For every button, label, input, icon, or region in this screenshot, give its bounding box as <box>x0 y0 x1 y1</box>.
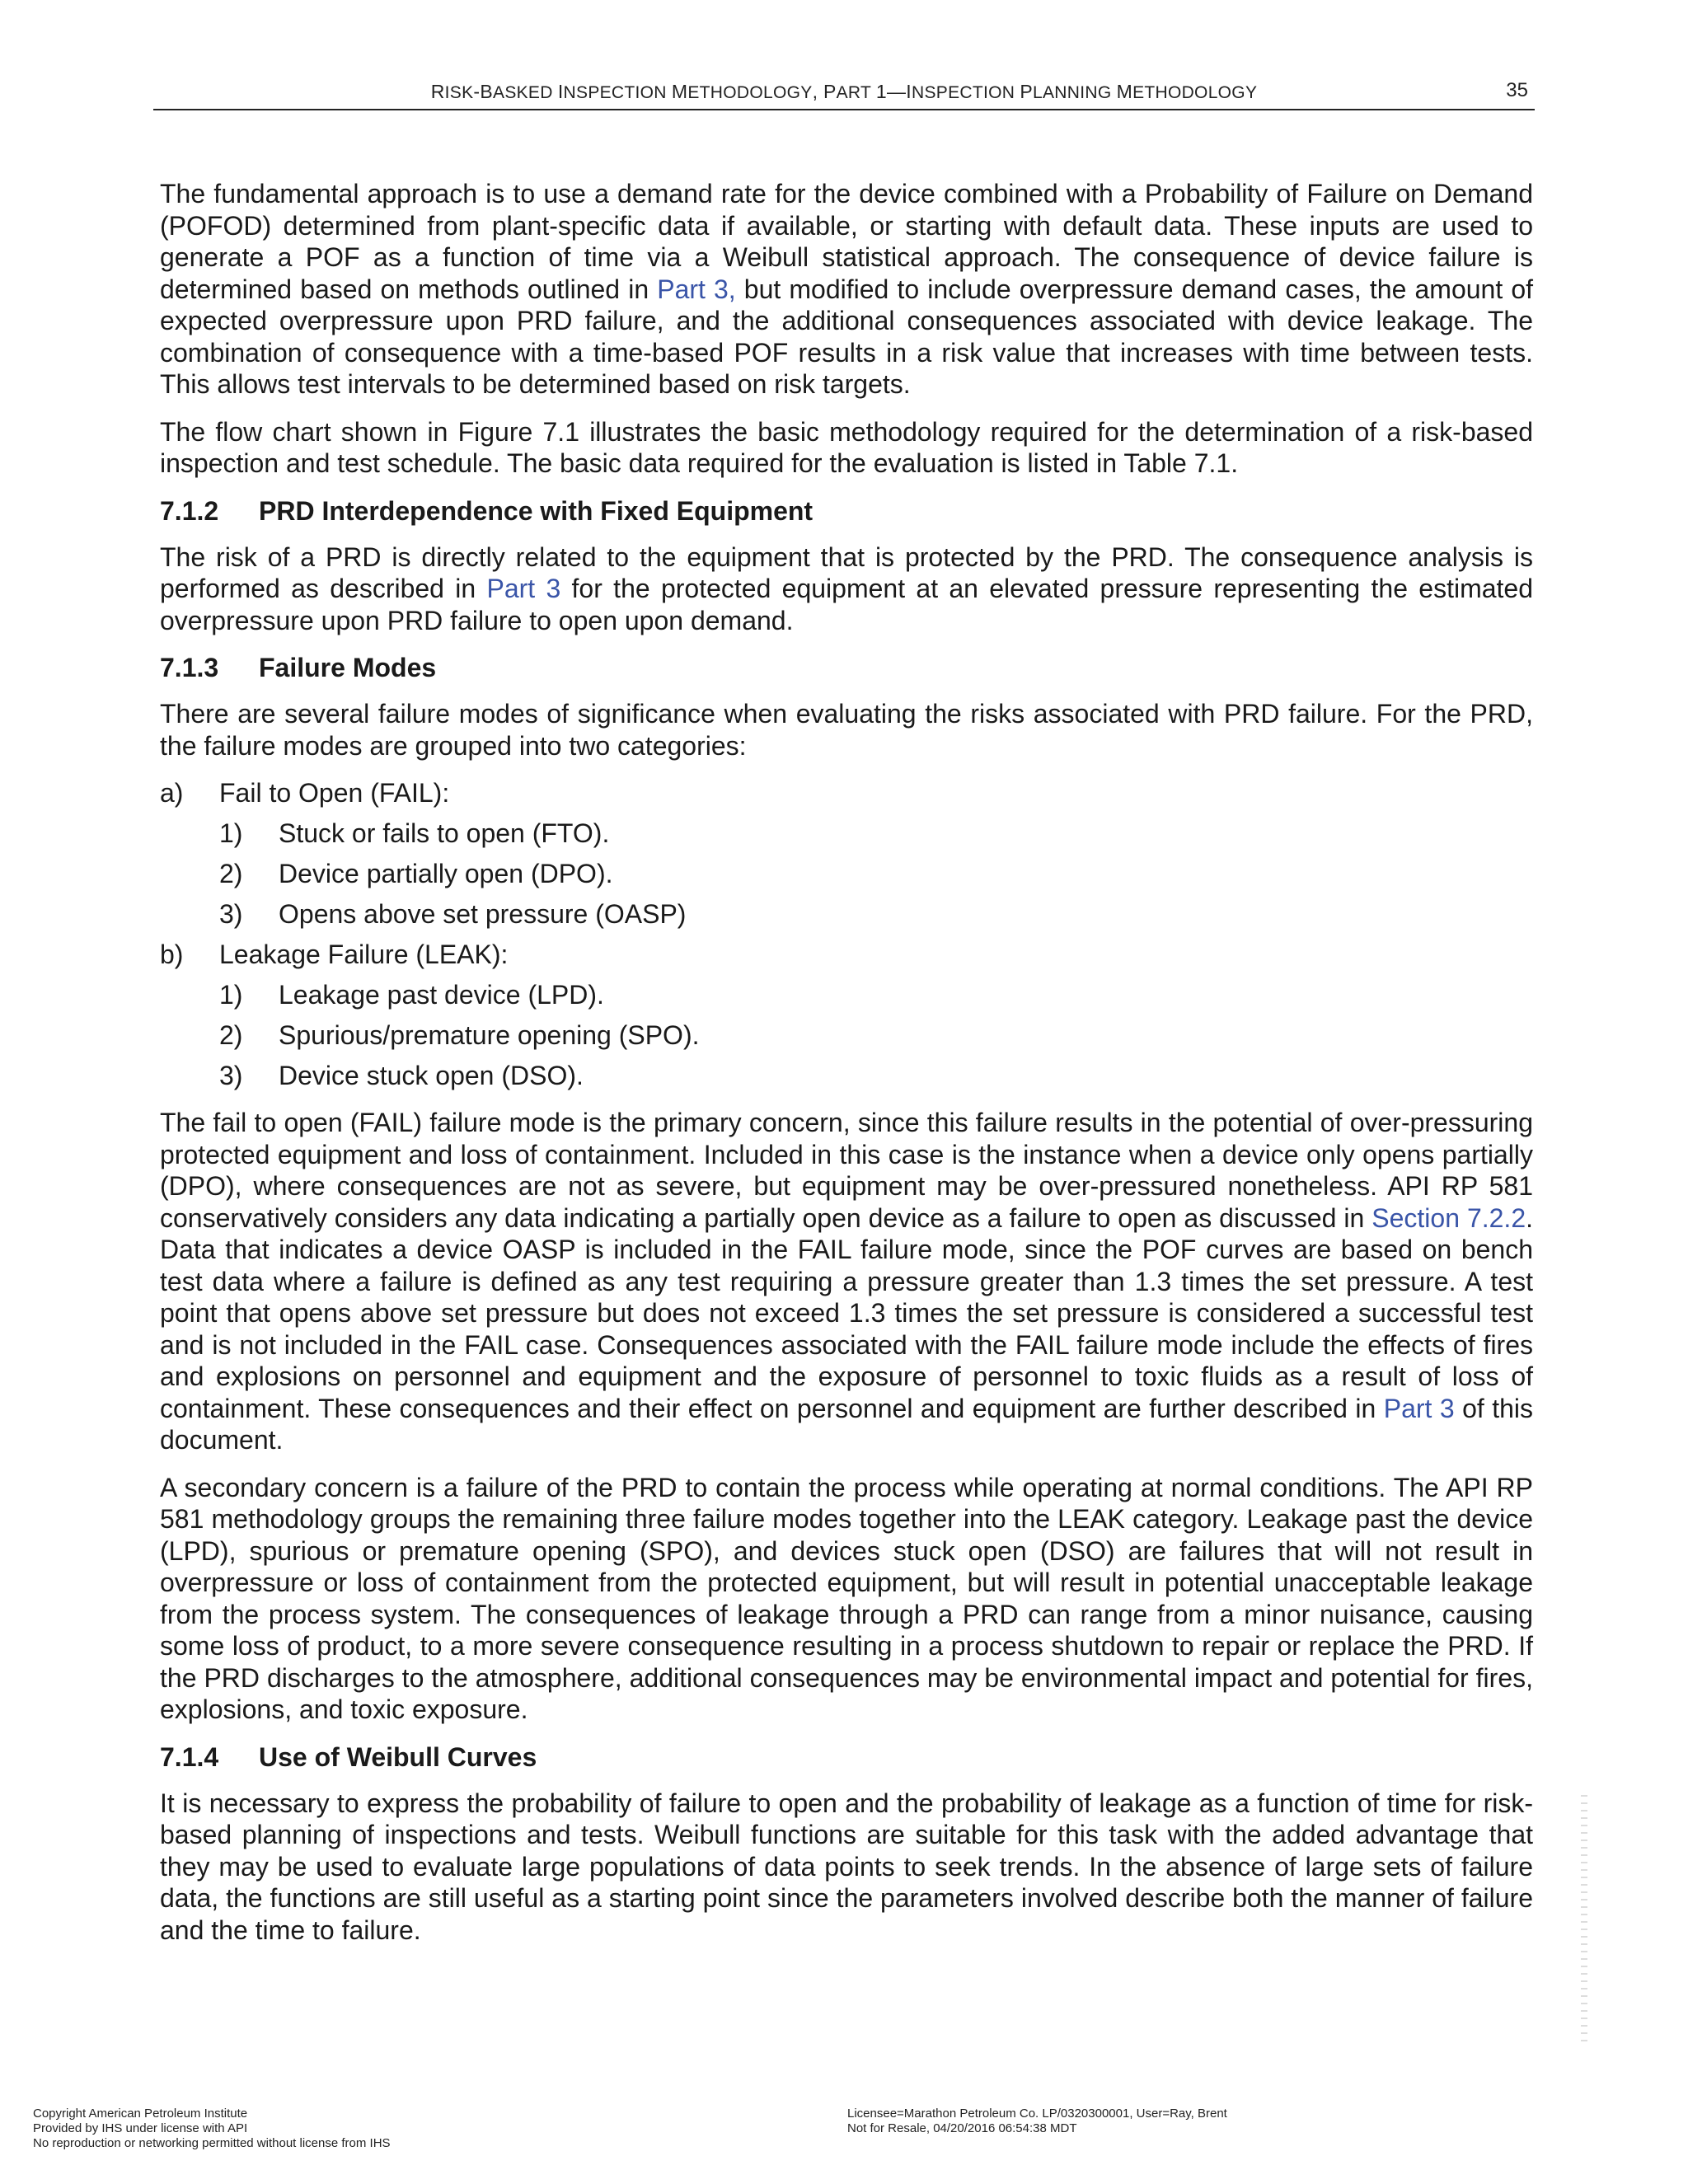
text-run: The fail to open (FAIL) failure mode is the primary concern, since this failure results in the potential of over-pressuring protected equipment and loss of containment. Included in this case is the instance when a device only opens partially (DPO), where consequences are not as severe, but equipment may be over-pressured nonetheless. API RP 581 conservatively considers any data indicating a partially open device as a failure to open as discussed in <box>160 1108 1533 1233</box>
section-heading-7-1-4 <box>160 1741 1533 1773</box>
title-part: P <box>1020 81 1033 102</box>
leak-mode-paragraph: A secondary concern is a failure of the PRD to contain the process while operating at normal conditions. The API RP 581 methodology groups the remaining three failure modes together into the LEAK category. Leakage past the device (LPD), spurious or premature opening (SPO), and devices stuck open (DSO) are failures that will not result in overpressure or loss of containment from the protected equipment, but will result in potential unacceptable leakage from the process system. The consequences of leakage through a PRD can range from a minor nuisance, causing some loss of product, to a more severe consequence resulting in a process shutdown to repair or replace the PRD. If the PRD discharges to the atmosphere, additional consequences may be environmental impact and potential for fires, explosions, and toxic exposure. <box>160 1472 1533 1724</box>
list-item <box>219 979 1533 1010</box>
section-title: Failure Modes <box>259 653 437 682</box>
fail-mode-paragraph <box>160 1107 1533 1456</box>
margin-scan-marks <box>1581 1795 1587 2042</box>
list-label: Fail to Open (FAIL): <box>219 778 450 808</box>
title-part: 1—I <box>875 81 912 102</box>
list-marker: 1) <box>219 818 243 848</box>
section-number: 7.1.2 <box>160 495 219 526</box>
list-text: Leakage past device (LPD). <box>279 980 604 1010</box>
footer-license <box>847 2107 1227 2136</box>
list-marker: 3) <box>219 899 243 929</box>
list-item-category-b <box>160 939 1533 970</box>
title-part: ASKED <box>493 83 558 102</box>
title-part: NSPECTION <box>911 83 1020 102</box>
part-3-link[interactable]: Part 3 <box>486 574 561 603</box>
title-part: -B <box>473 81 494 102</box>
list-marker: b) <box>160 940 184 969</box>
list-item <box>219 898 1533 930</box>
text-run: The fundamental approach is to use a demand rate for the device combined with a Probability of Failure on Demand (POFOD) determined from plant-specific data if available, or starting with default data. These inputs are used to generate a POF as a function of time via a Weibull statistical approach. The consequence of device failure is determined based on methods outlined in <box>160 179 1533 304</box>
title-part: ART <box>836 83 876 102</box>
list-item <box>219 1060 1533 1091</box>
page-body <box>160 178 1533 1961</box>
section-7-1-4-paragraph: It is necessary to express the probability of failure to open and the probability of leakage as a function of time for risk-based planning of inspections and tests. Weibull functions are suitable for this task with the added advantage that they may be used to evaluate large populations of data points to seek trends. In the absence of large sets of failure data, the functions are still useful as a starting point since the parameters involved describe both the manner of failure and the time to failure. <box>160 1788 1533 1945</box>
running-header <box>153 79 1535 110</box>
title-part: LANNING <box>1033 83 1117 102</box>
list-label: Leakage Failure (LEAK): <box>219 940 509 969</box>
text-run: The risk of a PRD is directly related to the equipment that is protected by the PRD. The consequence analysis is performed as described in <box>160 541 1533 603</box>
list-marker: 3) <box>219 1061 243 1090</box>
page-number: 35 <box>1506 79 1528 101</box>
footer-line: Copyright American Petroleum Institute <box>33 2107 248 2121</box>
title-part: ETHODOLOGY <box>1132 83 1258 102</box>
list-item <box>219 1019 1533 1051</box>
part-3-link[interactable]: Part 3 <box>1383 1393 1455 1423</box>
text-run: . Data that indicates a device OASP is included in the FAIL failure mode, since the POF curves are based on bench test data where a failure is defined as any test requiring a pressure greater than 1.3 times the set pressure. A test point that opens above set pressure but does not exceed 1.3 times the set pressure is considered a successful test and is not included in the FAIL case. Consequences associated with the FAIL failure mode include the effects of fires and explosions on personnel and equipment and the exposure of personnel to toxic fluids as a result of loss of containment. These consequences and their effect on personnel and equipment are further described in <box>160 1202 1534 1423</box>
footer-line: Provided by IHS under license with API <box>33 2121 248 2135</box>
list-text: Spurious/premature opening (SPO). <box>279 1020 700 1050</box>
title-part: NSPECTION <box>563 83 672 102</box>
text-run: but modified to include overpressure demand cases, the amount of expected overpressure upon PRD failure, and the additional consequences associated with device leakage. The combination of consequence with a time-based POF results in a risk value that increases with time between tests. This allows test intervals to be determined based on risk targets. <box>160 274 1534 399</box>
title-part: I <box>557 81 564 102</box>
list-marker: a) <box>160 778 184 808</box>
intro-paragraph-2: The flow chart shown in Figure 7.1 illustrates the basic methodology required for the determination of a risk-based inspection and test schedule. The basic data required for the evaluation is listed in Table 7.1. <box>160 416 1533 478</box>
title-part: ETHODOLOGY <box>687 83 813 102</box>
section-7-2-2-link[interactable]: Section 7.2.2 <box>1372 1202 1526 1233</box>
list-text: Device partially open (DPO). <box>279 859 613 888</box>
section-number: 7.1.4 <box>160 1741 219 1772</box>
list-text: Device stuck open (DSO). <box>279 1061 584 1090</box>
footer-copyright <box>33 2107 391 2151</box>
section-7-1-3-intro: There are several failure modes of significance when evaluating the risks associated with PRD failure. For the PRD, the failure modes are grouped into two categories: <box>160 699 1533 761</box>
section-7-1-2-paragraph <box>160 541 1533 637</box>
footer-line: Not for Resale, 04/20/2016 06:54:38 MDT <box>847 2121 1077 2135</box>
text-run: for the protected equipment at an elevated pressure representing the estimated overpressure upon PRD failure to open upon demand. <box>160 574 1534 635</box>
text-run: of this document. <box>160 1393 1534 1455</box>
part-3-link[interactable]: Part 3, <box>657 274 736 304</box>
title-part: M <box>1116 81 1133 102</box>
section-number: 7.1.3 <box>160 653 219 682</box>
footer-line: Licensee=Marathon Petroleum Co. LP/0320300001, User=Ray, Brent <box>847 2107 1227 2121</box>
list-marker: 2) <box>219 859 243 888</box>
section-title: PRD Interdependence with Fixed Equipment <box>259 495 814 526</box>
title-part: ISK <box>444 83 474 102</box>
title-part: M <box>671 81 688 102</box>
list-marker: 1) <box>219 980 243 1010</box>
failure-mode-list <box>160 777 1533 1091</box>
footer-line: No reproduction or networking permitted without license from IHS <box>33 2136 391 2150</box>
list-marker: 2) <box>219 1020 243 1050</box>
section-heading-7-1-2 <box>160 495 1533 527</box>
list-item <box>219 858 1533 889</box>
section-title: Use of Weibull Curves <box>259 1741 537 1772</box>
title-part: R <box>430 81 445 102</box>
section-heading-7-1-3 <box>160 652 1533 683</box>
list-text: Opens above set pressure (OASP) <box>279 899 687 929</box>
list-item <box>219 818 1533 849</box>
list-item-category-a <box>160 777 1533 808</box>
intro-paragraph-1 <box>160 178 1533 401</box>
title-part: , P <box>812 81 837 102</box>
running-header-title <box>153 81 1535 103</box>
list-text: Stuck or fails to open (FTO). <box>279 818 610 848</box>
